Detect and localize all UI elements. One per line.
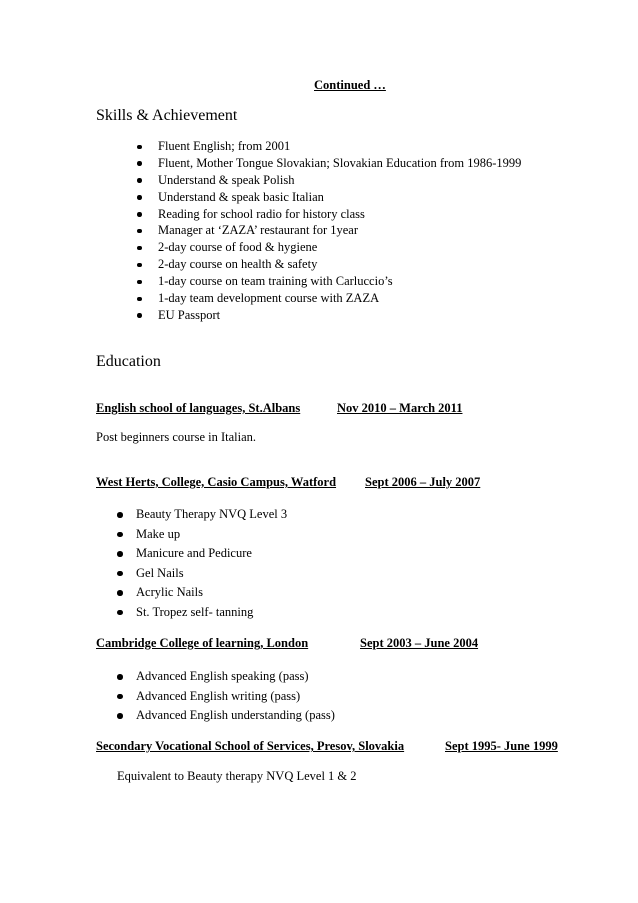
school-dates: Nov 2010 – March 2011	[337, 401, 463, 415]
course-description: Equivalent to Beauty therapy NVQ Level 1 & 2	[117, 769, 357, 783]
school-name: English school of languages, St.Albans	[96, 401, 301, 415]
bullet-icon	[117, 571, 123, 577]
list-item: St. Tropez self- tanning	[117, 603, 287, 623]
list-item: Fluent, Mother Tongue Slovakian; Slovakian Education from 1986-1999	[137, 155, 521, 172]
bullet-icon	[137, 161, 142, 166]
list-item: 2-day course of food & hygiene	[137, 239, 521, 256]
bullet-icon	[137, 297, 142, 302]
list-item: Advanced English understanding (pass)	[117, 706, 335, 726]
list-item: Fluent English; from 2001	[137, 138, 521, 155]
bullet-icon	[117, 694, 123, 700]
list-item: 2-day course on health & safety	[137, 256, 521, 273]
bullet-icon	[117, 610, 123, 616]
bullet-icon	[137, 195, 142, 200]
skills-heading: Skills & Achievement	[96, 107, 238, 124]
list-item: Understand & speak basic Italian	[137, 189, 521, 206]
bullet-icon	[137, 178, 142, 183]
bullet-icon	[137, 229, 142, 234]
skills-list	[137, 138, 521, 324]
bullet-icon	[137, 263, 142, 268]
bullet-icon	[137, 145, 142, 150]
bullet-icon	[137, 212, 142, 217]
school-dates: Sept 1995- June 1999	[445, 739, 558, 753]
bullet-icon	[117, 590, 123, 596]
list-item: Manicure and Pedicure	[117, 544, 287, 564]
education-heading: Education	[96, 353, 161, 370]
list-item: Understand & speak Polish	[137, 172, 521, 189]
school-name: West Herts, College, Casio Campus, Watford	[96, 475, 337, 489]
list-item: Beauty Therapy NVQ Level 3	[117, 505, 287, 525]
list-item: Reading for school radio for history class	[137, 206, 521, 223]
list-item: Make up	[117, 525, 287, 545]
bullet-icon	[117, 674, 123, 680]
list-item: 1-day course on team training with Carluccio’s	[137, 273, 521, 290]
list-item: Acrylic Nails	[117, 583, 287, 603]
school-name: Secondary Vocational School of Services, Presov, Slovakia	[96, 739, 405, 753]
bullet-icon	[137, 280, 142, 285]
school-dates: Sept 2006 – July 2007	[365, 475, 481, 489]
bullet-icon	[117, 551, 123, 557]
bullet-icon	[117, 532, 123, 538]
list-item: Advanced English speaking (pass)	[117, 667, 335, 687]
school-name: Cambridge College of learning, London	[96, 636, 309, 650]
course-description: Post beginners course in Italian.	[96, 430, 257, 444]
bullet-icon	[117, 713, 123, 719]
bullet-icon	[137, 313, 142, 318]
course-list	[117, 667, 335, 726]
course-list	[117, 505, 287, 623]
continued-label: Continued …	[314, 78, 386, 92]
bullet-icon	[117, 512, 123, 518]
school-dates: Sept 2003 – June 2004	[360, 636, 479, 650]
list-item: 1-day team development course with ZAZA	[137, 290, 521, 307]
list-item: Manager at ‘ZAZA’ restaurant for 1year	[137, 222, 521, 239]
list-item: Gel Nails	[117, 564, 287, 584]
list-item: EU Passport	[137, 307, 521, 324]
bullet-icon	[137, 246, 142, 251]
list-item: Advanced English writing (pass)	[117, 687, 335, 707]
